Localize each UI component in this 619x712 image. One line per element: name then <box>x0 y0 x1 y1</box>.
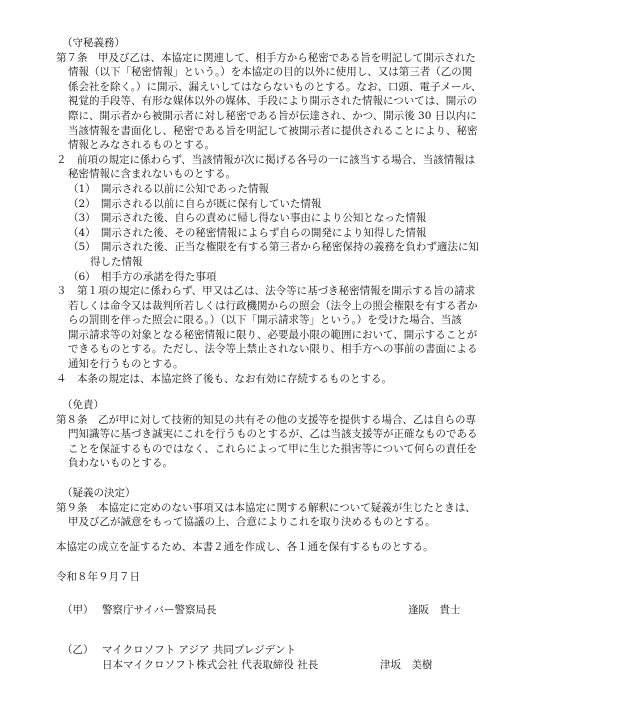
party-b-signatory-name: 津坂 美樹 <box>380 659 433 671</box>
article-7-paragraph-3: 通知を行うものとする。 <box>68 358 184 371</box>
article-7-text-line: 係会社を除く。）に開示、漏えいしてはならないものとする。なお、口頭、電子メール、 <box>68 80 482 93</box>
article-7-paragraph-3: ３ 第１項の規定に係わらず、甲又は乙は、法令等に基づき秘密情報を開示する旨の請求 <box>56 285 476 298</box>
party-a-signatory-name: 逢阪 貴士 <box>408 604 461 616</box>
article-9-text-line: 第９条 本協定に定めのない事項又は本協定に関する解釈について疑義が生じたときは、 <box>56 501 476 514</box>
article-9-text-line: 甲及び乙が誠意をもって協議の上、合意によりこれを取り決めるものとする。 <box>68 516 436 529</box>
article-8-text-line: 門知識等に基づき誠実にこれを行うものとするが、乙は当該支援等が正確なものである <box>68 428 478 441</box>
agreement-date <box>56 570 566 585</box>
exclusion-item: （3） 開示された後、自らの責めに帰し得ない事由により公知となった情報 <box>68 212 427 225</box>
article-7-text-line: 情報とみなされるものとする。 <box>68 139 215 152</box>
article-9-heading: （疑義の決定） <box>62 487 136 499</box>
date-text: 令和８年９月７日 <box>56 571 140 583</box>
exclusion-item: 得した情報 <box>90 255 143 268</box>
party-a-organization: 警察庁サイバー警察局長 <box>102 604 217 616</box>
article-8-heading: （免責） <box>62 399 104 411</box>
exclusion-item: （4） 開示された後、その秘密情報によらず自らの開発により知得した情報 <box>68 226 427 239</box>
article-7-text-line: 視覚的手段等、有形な媒体以外の媒体、手段により開示された情報については、開示の <box>68 95 478 108</box>
closing-statement <box>56 540 566 555</box>
party-a-label: （甲） <box>62 604 94 616</box>
article-7-paragraph-2: ２ 前項の規定に係わらず、当該情報が次に掲げる各号の一に該当する場合、当該情報は <box>56 153 476 166</box>
article-7-text-line: 第７条 甲及び乙は、本協定に関連して、相手方から秘密である旨を明記して開示された <box>56 51 476 64</box>
article-7-text-line: 際に、開示者から被開示者に対し秘密である旨が伝達され、かつ、開示後 30 日以内に <box>68 109 477 122</box>
exclusion-item: （2） 開示される以前に自らが既に保有していた情報 <box>68 197 322 210</box>
article-7-text-line: 当該情報を書面化し、秘密である旨を明記して被開示者に提供されることにより、秘密 <box>68 124 478 137</box>
article-7-paragraph-2: 秘密情報に含まれないものとする。 <box>68 168 236 181</box>
article-7-heading: （守秘義務） <box>62 37 125 49</box>
article-7 <box>56 36 566 386</box>
party-b-organization-line-2: 日本マイクロソフト株式会社 代表取締役 社長 <box>102 659 319 671</box>
article-8-text-line: ことを保証するものではなく、これらによって甲に生じた損害等について何らの責任を <box>68 442 478 455</box>
exclusion-item: （5） 開示された後、正当な権限を有する第三者から秘密保持の義務を負わず適法に知 <box>68 241 479 254</box>
article-7-paragraph-4: ４ 本条の規定は、本協定終了後も、なお有効に存続するものとする。 <box>56 372 392 385</box>
exclusion-item: （6） 相手方の承諾を得た事項 <box>68 270 217 283</box>
article-7-paragraph-3: らの罰則を伴った照会に限る。）（以下「開示請求等」という。）を受けた場合、当該 <box>68 314 462 327</box>
article-7-text-line: 情報（以下「秘密情報」という。）を本協定の目的以外に使用し、又は第三者（乙の関 <box>68 66 473 79</box>
closing-text: 本協定の成立を証するため、本書２通を作成し、各１通を保有するものとする。 <box>56 541 434 553</box>
article-9 <box>56 486 566 530</box>
article-7-paragraph-3: 若しくは命令又は裁判所若しくは行政機関からの照会（法令上の照会権限を有する者か <box>68 299 478 312</box>
party-b-label: （乙） <box>62 644 94 656</box>
article-8-text-line: 負わないものとする。 <box>68 457 173 470</box>
article-7-paragraph-3: 開示請求等の対象となる秘密情報に限り、必要最小限の範囲において、開示することが <box>68 328 478 341</box>
article-7-paragraph-3: できるものとする。ただし、法令等上禁止されない限り、相手方への事前の書面による <box>68 343 478 356</box>
party-b-organization-line-1: マイクロソフト アジア 共同プレジデント <box>102 644 296 656</box>
exclusion-item: （1） 開示される以前に公知であった情報 <box>68 182 269 195</box>
article-8 <box>56 398 566 471</box>
article-8-text-line: 第８条 乙が甲に対して技術的知見の共有その他の支援等を提供する場合、乙は自らの専 <box>56 413 476 426</box>
